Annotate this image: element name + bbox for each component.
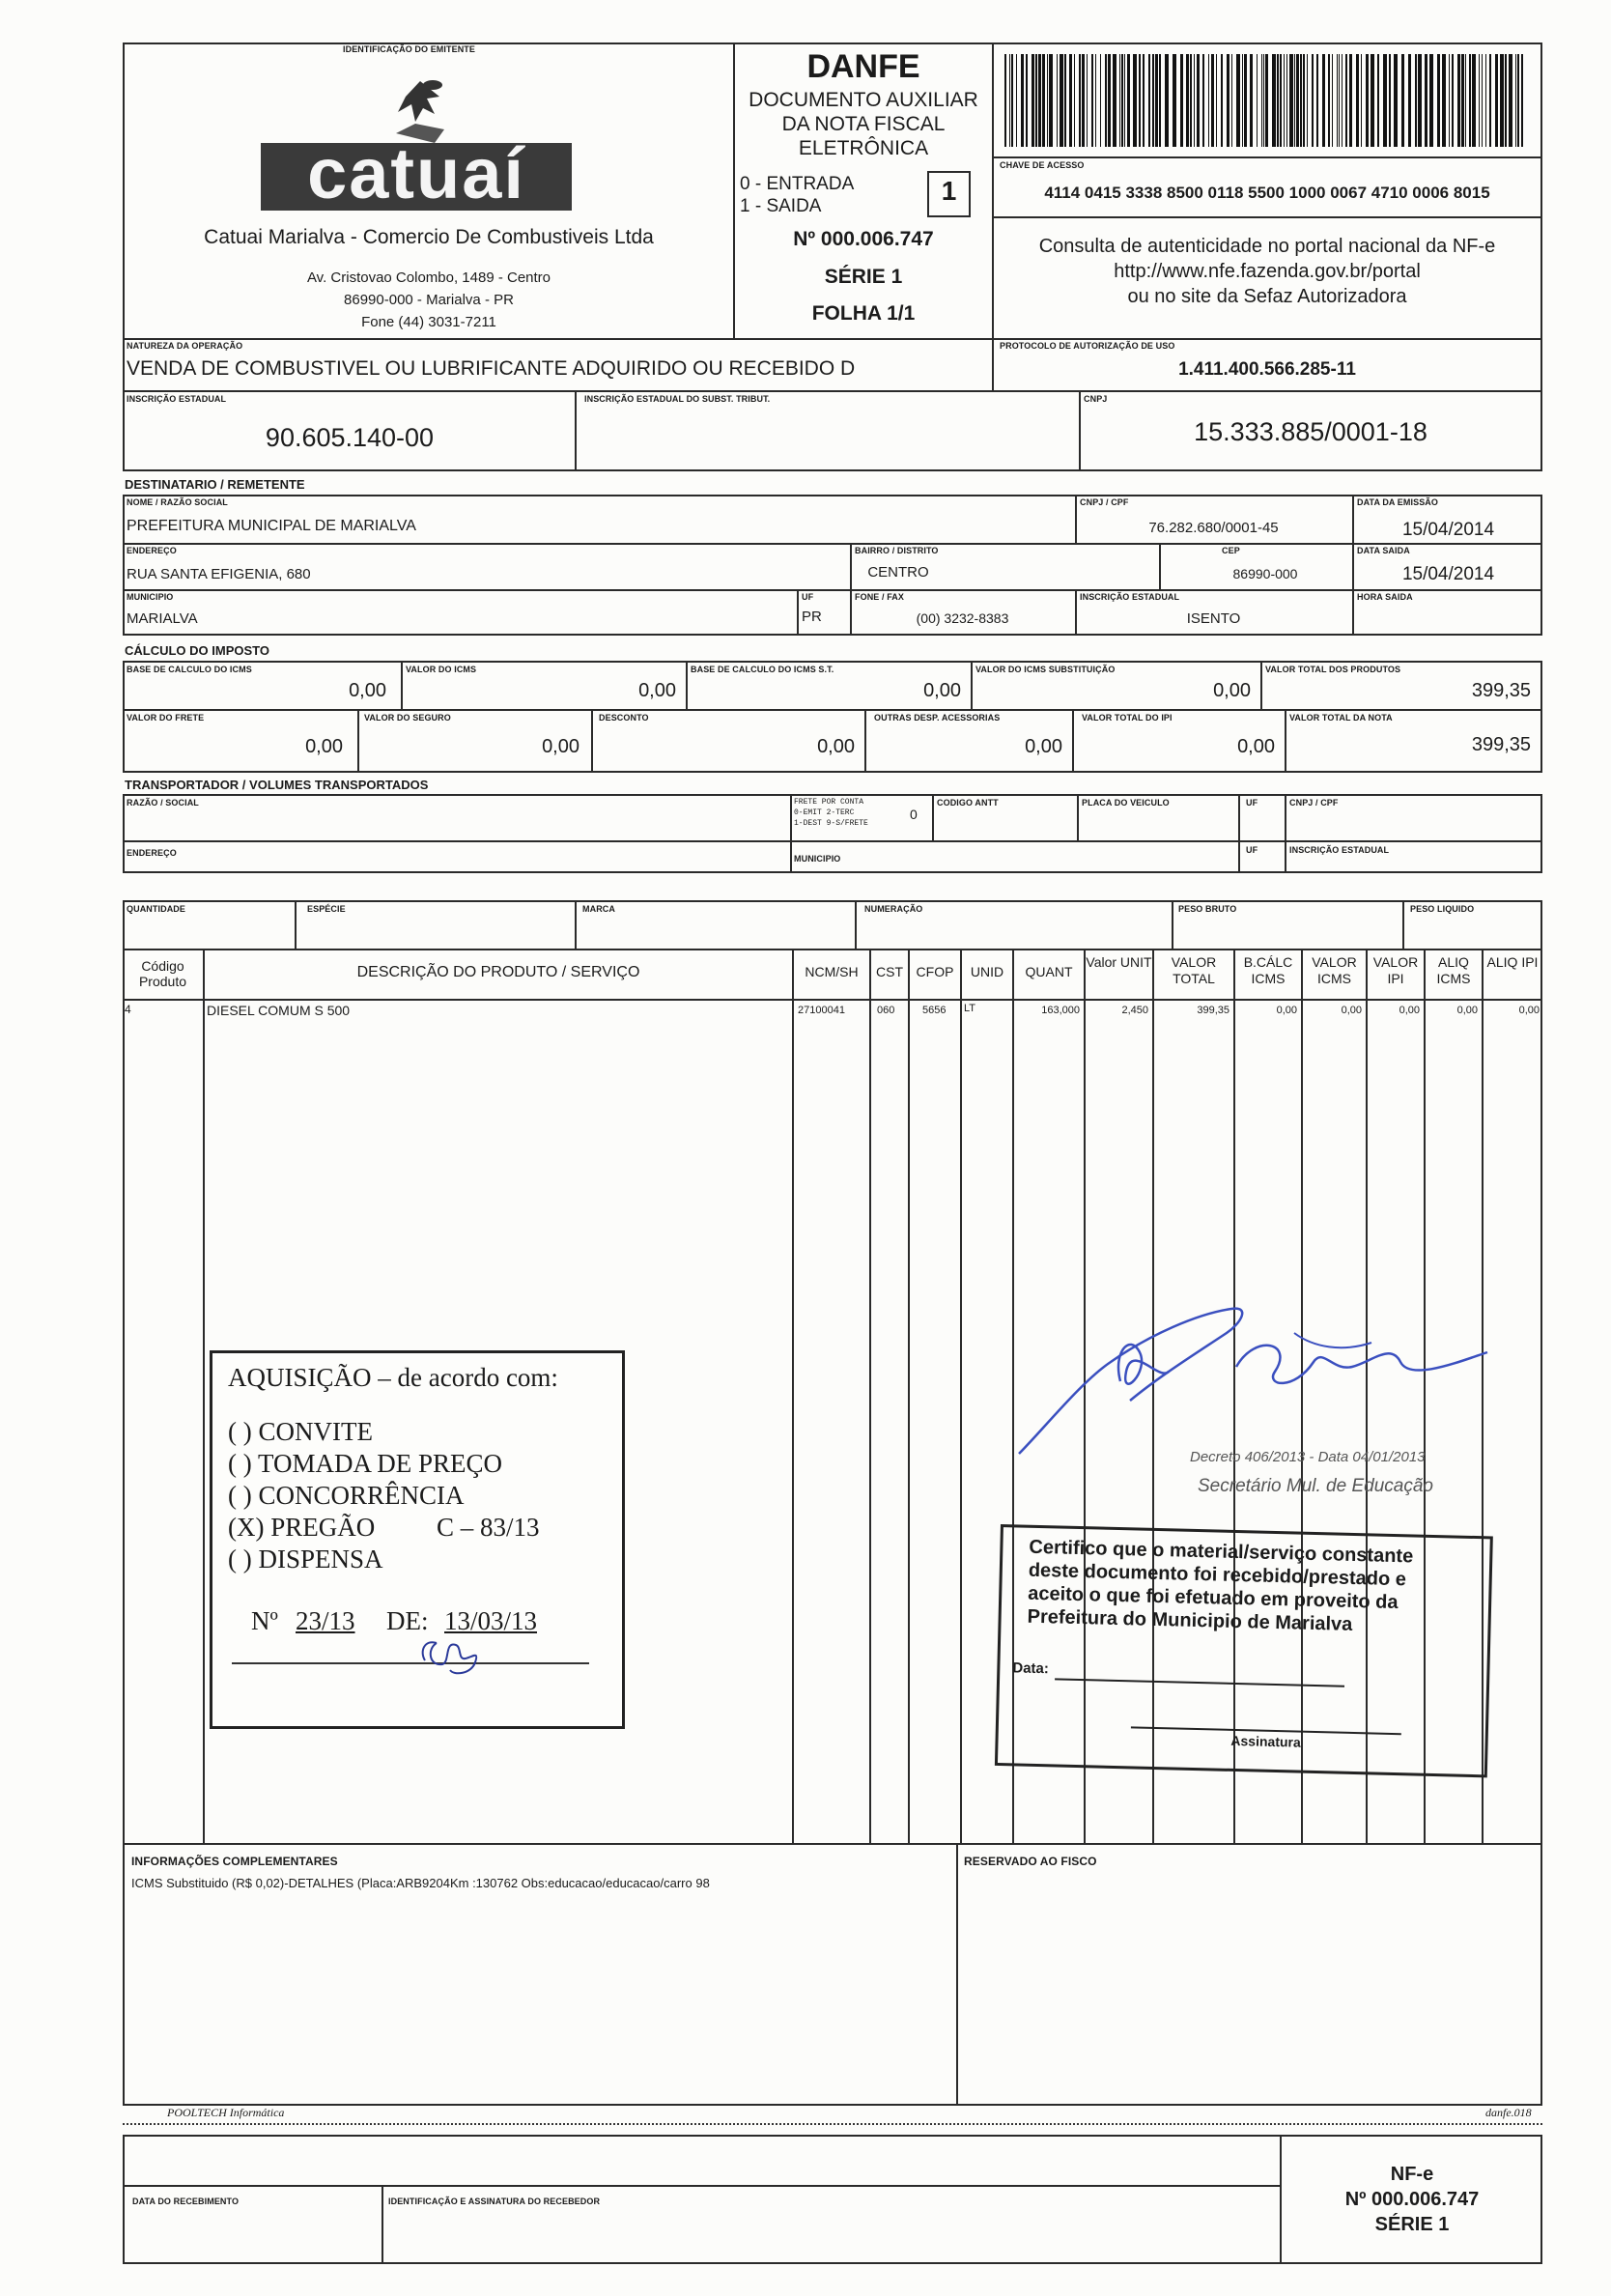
hdr-ncm: NCM/SH <box>805 964 859 979</box>
dest-saida-label: DATA SAIDA <box>1357 546 1410 555</box>
outras-label: OUTRAS DESP. ACESSORIAS <box>874 713 1001 723</box>
bc-icms-label: BASE DE CALCULO DO ICMS <box>127 665 252 674</box>
row-aipi: 0,00 <box>1518 1005 1540 1016</box>
protocolo-label: PROTOCOLO DE AUTORIZAÇÃO DE USO <box>1000 341 1175 351</box>
danfe-type: 1 <box>941 176 957 206</box>
info-label: INFORMAÇÕES COMPLEMENTARES <box>131 1855 338 1868</box>
bc-st-label: BASE DE CALCULO DO ICMS S.T. <box>691 665 834 674</box>
dest-fone-label: FONE / FAX <box>855 592 905 602</box>
v-prod-label: VALOR TOTAL DOS PRODUTOS <box>1265 665 1401 674</box>
cut-line <box>123 2123 1542 2125</box>
seguro-label: VALOR DO SEGURO <box>364 713 451 723</box>
dest-ie-label: INSCRIÇÃO ESTADUAL <box>1080 592 1180 602</box>
cnpj-label: CNPJ <box>1084 394 1108 404</box>
imposto-section: CÁLCULO DO IMPOSTO <box>125 643 269 658</box>
hdr-aipi: ALIQ IPI <box>1486 954 1539 970</box>
danfe-subtitle-3: ELETRÔNICA <box>798 137 929 159</box>
dest-municipio-label: MUNICIPIO <box>127 592 174 602</box>
consulta-line-2: http://www.nfe.fazenda.gov.br/portal <box>1114 261 1421 282</box>
danfe-number: Nº 000.006.747 <box>793 228 934 250</box>
outras: 0,00 <box>1025 736 1062 757</box>
frete-conta-1: FRETE POR CONTA <box>794 798 864 807</box>
frete: 0,00 <box>305 736 343 757</box>
hdr-cst: CST <box>876 964 903 979</box>
row-bcicms: 0,00 <box>1276 1005 1297 1016</box>
certifico-stamp <box>995 1524 1493 1777</box>
info-value: ICMS Substituido (R$ 0,02)-DETALHES (Placa:ARB9204Km :130762 Obs:educacao/educacao/carro 98 <box>131 1876 710 1890</box>
dest-cep: 86990-000 <box>1232 566 1298 581</box>
fisco-label: RESERVADO AO FISCO <box>964 1855 1097 1868</box>
hdr-quant: QUANT <box>1025 964 1073 979</box>
danfe-entrada: 0 - ENTRADA <box>740 174 855 194</box>
aquisicao-data-label: DE: <box>386 1606 429 1635</box>
chave-value: 4114 0415 3338 8500 0118 5500 1000 0067 4710 0006 8015 <box>1044 184 1490 202</box>
frete-conta-2: 0-EMIT 2-TERC <box>794 808 855 817</box>
canhoto-ident-label: IDENTIFICAÇÃO E ASSINATURA DO RECEBEDOR <box>388 2197 601 2206</box>
nota-label: VALOR TOTAL DA NOTA <box>1289 713 1393 723</box>
aquisicao-numero-label: Nº <box>251 1606 278 1635</box>
certifico-line-3: aceito o que foi efetuado em proveito da <box>1027 1582 1399 1614</box>
frete-conta-3: 1-DEST 9-S/FRETE <box>794 819 868 828</box>
dest-emissao: 15/04/2014 <box>1401 520 1495 540</box>
bc-st: 0,00 <box>923 680 961 701</box>
destinatario-section: DESTINATARIO / REMETENTE <box>125 477 305 492</box>
nota: 399,35 <box>1471 734 1531 755</box>
emitter-phone: Fone (44) 3031-7211 <box>361 314 496 330</box>
danfe-title: DANFE <box>806 48 920 85</box>
v-icms-label: VALOR DO ICMS <box>406 665 477 674</box>
chave-label: CHAVE DE ACESSO <box>1000 160 1085 170</box>
hdr-aicms: ALIQ ICMS <box>1436 954 1471 986</box>
ipi-label: VALOR TOTAL DO IPI <box>1082 713 1173 723</box>
danfe-saida: 1 - SAIDA <box>740 196 822 216</box>
emitter-name: Catuai Marialva - Comercio De Combustiveis Ltda <box>204 226 654 248</box>
dest-endereco: RUA SANTA EFIGENIA, 680 <box>127 566 311 582</box>
aquisicao-stamp <box>210 1350 625 1729</box>
dest-fone: (00) 3232-8383 <box>916 610 1009 626</box>
certifico-line-4: Prefeitura do Municipio de Marialva <box>1027 1605 1353 1635</box>
certifico-line-1: Certifico que o material/serviço constante <box>1029 1536 1414 1568</box>
dest-ie: ISENTO <box>1186 610 1241 627</box>
aquisicao-pregao: (X) PREGÃO <box>228 1513 376 1542</box>
canhoto-data-label: DATA DO RECEBIMENTO <box>132 2197 240 2206</box>
dest-saida: 15/04/2014 <box>1401 564 1495 584</box>
row-vicms: 0,00 <box>1341 1005 1362 1016</box>
v-st-label: VALOR DO ICMS SUBSTITUIÇÃO <box>975 665 1116 674</box>
antt-label: CODIGO ANTT <box>937 798 999 808</box>
row-vipi: 0,00 <box>1399 1005 1420 1016</box>
secretaria-line-2: Secretário Mul. de Educação <box>1198 1476 1433 1496</box>
aquisicao-title: AQUISIÇÃO – de acordo com: <box>228 1363 558 1392</box>
aquisicao-pregao-num: C – 83/13 <box>437 1513 540 1542</box>
emitter-address: Av. Cristovao Colombo, 1489 - Centro <box>306 269 551 286</box>
hdr-vicms: VALOR ICMS <box>1312 954 1357 986</box>
ipi: 0,00 <box>1237 736 1275 757</box>
dest-uf-label: UF <box>802 592 814 602</box>
canhoto-serie: SÉRIE 1 <box>1374 2214 1450 2235</box>
secretaria-line-1: Decreto 406/2013 - Data 04/01/2013 <box>1190 1449 1426 1465</box>
dest-bairro-label: BAIRRO / DISTRITO <box>855 546 939 555</box>
hdr-descricao: DESCRIÇÃO DO PRODUTO / SERVIÇO <box>356 964 640 980</box>
placa-label: PLACA DO VEICULO <box>1082 798 1170 808</box>
dest-hora-label: HORA SAIDA <box>1357 592 1413 602</box>
transp-uf2-label: UF <box>1246 845 1258 855</box>
qtd-label: QUANTIDADE <box>127 904 185 914</box>
desconto-label: DESCONTO <box>599 713 649 723</box>
liquido-label: PESO LIQUIDO <box>1410 904 1475 914</box>
certifico-data-label: Data: <box>1012 1659 1050 1678</box>
consulta-line-3: ou no site da Sefaz Autorizadora <box>1127 286 1407 307</box>
row-quant: 163,000 <box>1041 1005 1080 1016</box>
transportador-section: TRANSPORTADOR / VOLUMES TRANSPORTADOS <box>125 778 429 792</box>
ie-value: 90.605.140-00 <box>265 423 435 452</box>
aquisicao-numero: 23/13 <box>296 1606 355 1635</box>
dest-municipio: MARIALVA <box>127 610 198 627</box>
transp-endereco-label: ENDEREÇO <box>127 848 177 858</box>
marca-label: MARCA <box>582 904 615 914</box>
transp-cnpj-label: CNPJ / CPF <box>1289 798 1339 808</box>
natureza-label: NATUREZA DA OPERAÇÃO <box>127 341 243 351</box>
row-descricao: DIESEL COMUM S 500 <box>207 1003 351 1018</box>
hdr-codigo: Código Produto <box>138 958 187 989</box>
fisco-box <box>956 1843 1542 2106</box>
v-st: 0,00 <box>1213 680 1251 701</box>
danfe-subtitle-1: DOCUMENTO AUXILIAR <box>749 89 978 111</box>
row-codigo: 4 <box>125 1003 131 1016</box>
transp-uf-label: UF <box>1246 798 1258 808</box>
dest-nome-label: NOME / RAZÃO SOCIAL <box>127 497 228 507</box>
aquisicao-convite: ( ) CONVITE <box>228 1417 373 1446</box>
logo-text: catuaí <box>307 133 525 213</box>
dest-bairro: CENTRO <box>867 564 929 581</box>
dest-nome: PREFEITURA MUNICIPAL DE MARIALVA <box>127 518 416 534</box>
dest-uf: PR <box>802 609 822 625</box>
danfe-serie: SÉRIE 1 <box>824 266 903 288</box>
frete-conta-value: 0 <box>910 807 918 822</box>
aquisicao-concorrencia: ( ) CONCORRÊNCIA <box>228 1481 465 1510</box>
v-prod: 399,35 <box>1471 680 1531 701</box>
dest-cnpj-label: CNPJ / CPF <box>1080 497 1129 507</box>
dest-endereco-label: ENDEREÇO <box>127 546 177 555</box>
barcode-icon <box>1004 54 1530 147</box>
especie-label: ESPÉCIE <box>307 904 346 914</box>
software-code: danfe.018 <box>1485 2106 1532 2119</box>
transp-ie-label: INSCRIÇÃO ESTADUAL <box>1289 845 1390 855</box>
certifico-assinatura: Assinatura <box>1230 1732 1301 1750</box>
row-unid: LT <box>964 1003 976 1014</box>
danfe-folha: FOLHA 1/1 <box>811 302 916 325</box>
desconto: 0,00 <box>817 736 855 757</box>
aquisicao-data: 13/03/13 <box>444 1606 538 1635</box>
razao-label: RAZÃO / SOCIAL <box>127 798 199 808</box>
cnpj-value: 15.333.885/0001-18 <box>1194 417 1427 446</box>
emitter-city: 86990-000 - Marialva - PR <box>344 292 514 308</box>
signature <box>1004 1275 1545 1478</box>
protocolo-value: 1.411.400.566.285-11 <box>1178 359 1356 380</box>
row-cst: 060 <box>877 1005 895 1016</box>
seguro: 0,00 <box>542 736 579 757</box>
certifico-line-2: deste documento foi recebido/prestado e <box>1028 1559 1407 1591</box>
aquisicao-dispensa: ( ) DISPENSA <box>228 1545 383 1573</box>
consulta-line-1: Consulta de autenticidade no portal nacional da NF-e <box>1038 236 1496 257</box>
aquisicao-tomada: ( ) TOMADA DE PREÇO <box>228 1449 503 1478</box>
software-credit: POOLTECH Informática <box>167 2106 285 2119</box>
numeracao-label: NUMERAÇÃO <box>864 904 923 914</box>
ie-st-label: INSCRIÇÃO ESTADUAL DO SUBST. TRIBUT. <box>584 394 771 404</box>
row-vtotal: 399,35 <box>1197 1005 1229 1016</box>
hdr-cfop: CFOP <box>916 964 954 979</box>
initials-signature <box>415 1631 493 1680</box>
dest-cnpj: 76.282.680/0001-45 <box>1148 520 1279 536</box>
danfe-subtitle-2: DA NOTA FISCAL <box>781 113 946 135</box>
canhoto-numero: Nº 000.006.747 <box>1344 2189 1480 2210</box>
hdr-vtotal: VALOR TOTAL <box>1171 954 1217 986</box>
bruto-label: PESO BRUTO <box>1178 904 1237 914</box>
hdr-vunit: Valor UNIT <box>1086 954 1152 970</box>
natureza-value: VENDA DE COMBUSTIVEL OU LUBRIFICANTE ADQUIRIDO OU RECEBIDO D <box>127 357 856 380</box>
company-logo <box>261 75 572 211</box>
row-vunit: 2,450 <box>1121 1005 1148 1016</box>
row-aicms: 0,00 <box>1456 1005 1478 1016</box>
row-cfop: 5656 <box>922 1005 947 1016</box>
bc-icms: 0,00 <box>349 680 386 701</box>
dest-cep-label: CEP <box>1222 546 1240 555</box>
frete-label: VALOR DO FRETE <box>127 713 205 723</box>
canhoto-nfe: NF-e <box>1390 2164 1434 2185</box>
row-ncm: 27100041 <box>798 1005 845 1016</box>
transp-municipio-label: MUNICIPIO <box>794 854 841 864</box>
v-icms: 0,00 <box>638 680 676 701</box>
hdr-unid: UNID <box>970 964 1004 979</box>
hdr-bcicms: B.CÁLC ICMS <box>1243 954 1293 986</box>
ie-label: INSCRIÇÃO ESTADUAL <box>127 394 227 404</box>
hdr-vipi: VALOR IPI <box>1372 954 1419 986</box>
emitter-section-label: IDENTIFICAÇÃO DO EMITENTE <box>343 44 475 54</box>
dest-emissao-label: DATA DA EMISSÃO <box>1357 497 1438 507</box>
